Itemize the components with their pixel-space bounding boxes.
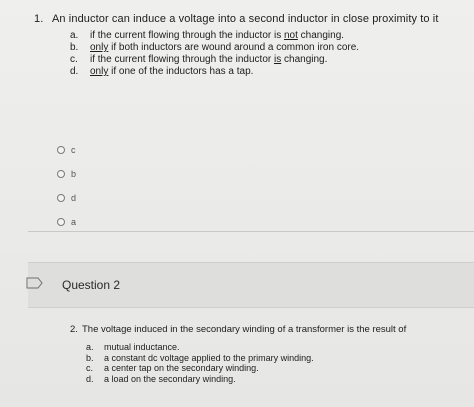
q1-option-c (70, 54, 470, 66)
q2-option-a (86, 342, 314, 353)
question-2-title: Question 2 (62, 278, 121, 292)
q2-option-a-text: mutual inductance. (104, 342, 180, 352)
q2-option-c-letter: c. (86, 363, 94, 373)
radio-button[interactable] (57, 218, 65, 226)
answer-choice-b[interactable] (57, 162, 76, 186)
question-2-stem (70, 324, 406, 335)
q1-option-c-emphasis: is (274, 54, 282, 65)
q1-option-b-emphasis: only (90, 42, 109, 53)
radio-button[interactable] (57, 146, 65, 154)
answer-choice-label: b (71, 169, 77, 179)
q2-option-d-letter: d. (86, 373, 94, 384)
q2-option-d-text: a load on the secondary winding. (104, 373, 236, 384)
question-2-option-list (86, 342, 314, 384)
q2-option-c (86, 363, 314, 374)
question-2-number: 2. (70, 324, 78, 335)
answer-choice-d[interactable] (57, 186, 76, 210)
q1-option-c-letter: c. (70, 54, 78, 65)
q1-option-d-text-end: if one of the inductors has a tap. (108, 66, 254, 77)
radio-button[interactable] (57, 170, 65, 178)
radio-button[interactable] (57, 194, 65, 202)
q2-option-b-text: a constant dc voltage applied to the primary winding. (104, 352, 314, 363)
q1-option-a-text: if the current flowing through the inductor is (90, 30, 284, 41)
q1-option-c-text-end: changing. (281, 54, 328, 65)
q2-option-c-text: a center tap on the secondary winding. (104, 363, 259, 373)
answer-choice-label: c (71, 145, 76, 155)
question-2-text: The voltage induced in the secondary winding of a transformer is the result of (82, 324, 407, 335)
question-1-stem (34, 13, 439, 25)
answer-choice-label: d (71, 193, 77, 203)
q1-option-b (70, 42, 470, 54)
question-1-text: An inductor can induce a voltage into a second inductor in close proximity to it (52, 13, 439, 25)
q1-option-a (70, 30, 470, 42)
q1-option-d (70, 66, 470, 78)
answer-choice-c[interactable] (57, 138, 76, 162)
q2-option-a-letter: a. (86, 342, 94, 352)
q1-option-a-letter: a. (70, 30, 79, 41)
question-2-header (28, 262, 474, 308)
q2-option-b-letter: b. (86, 352, 94, 363)
q1-option-d-letter: d. (70, 66, 79, 77)
question-1-answer-choices (57, 138, 76, 234)
flag-question-icon[interactable] (26, 276, 44, 288)
question-1 (34, 0, 474, 232)
question-1-number: 1. (34, 13, 44, 25)
q1-option-b-letter: b. (70, 42, 79, 53)
q1-option-a-emphasis: not (284, 30, 298, 41)
q1-option-c-text: if the current flowing through the inductor (90, 54, 274, 65)
q1-option-d-emphasis: only (90, 66, 109, 77)
q2-option-d (86, 374, 314, 385)
question-divider (28, 231, 474, 232)
answer-choice-label: a (71, 217, 77, 227)
q1-option-b-text-end: if both inductors are wound around a common iron core. (108, 42, 360, 53)
q1-option-a-text-end: changing. (297, 30, 345, 41)
question-1-option-list (70, 30, 470, 78)
q2-option-b (86, 353, 314, 364)
